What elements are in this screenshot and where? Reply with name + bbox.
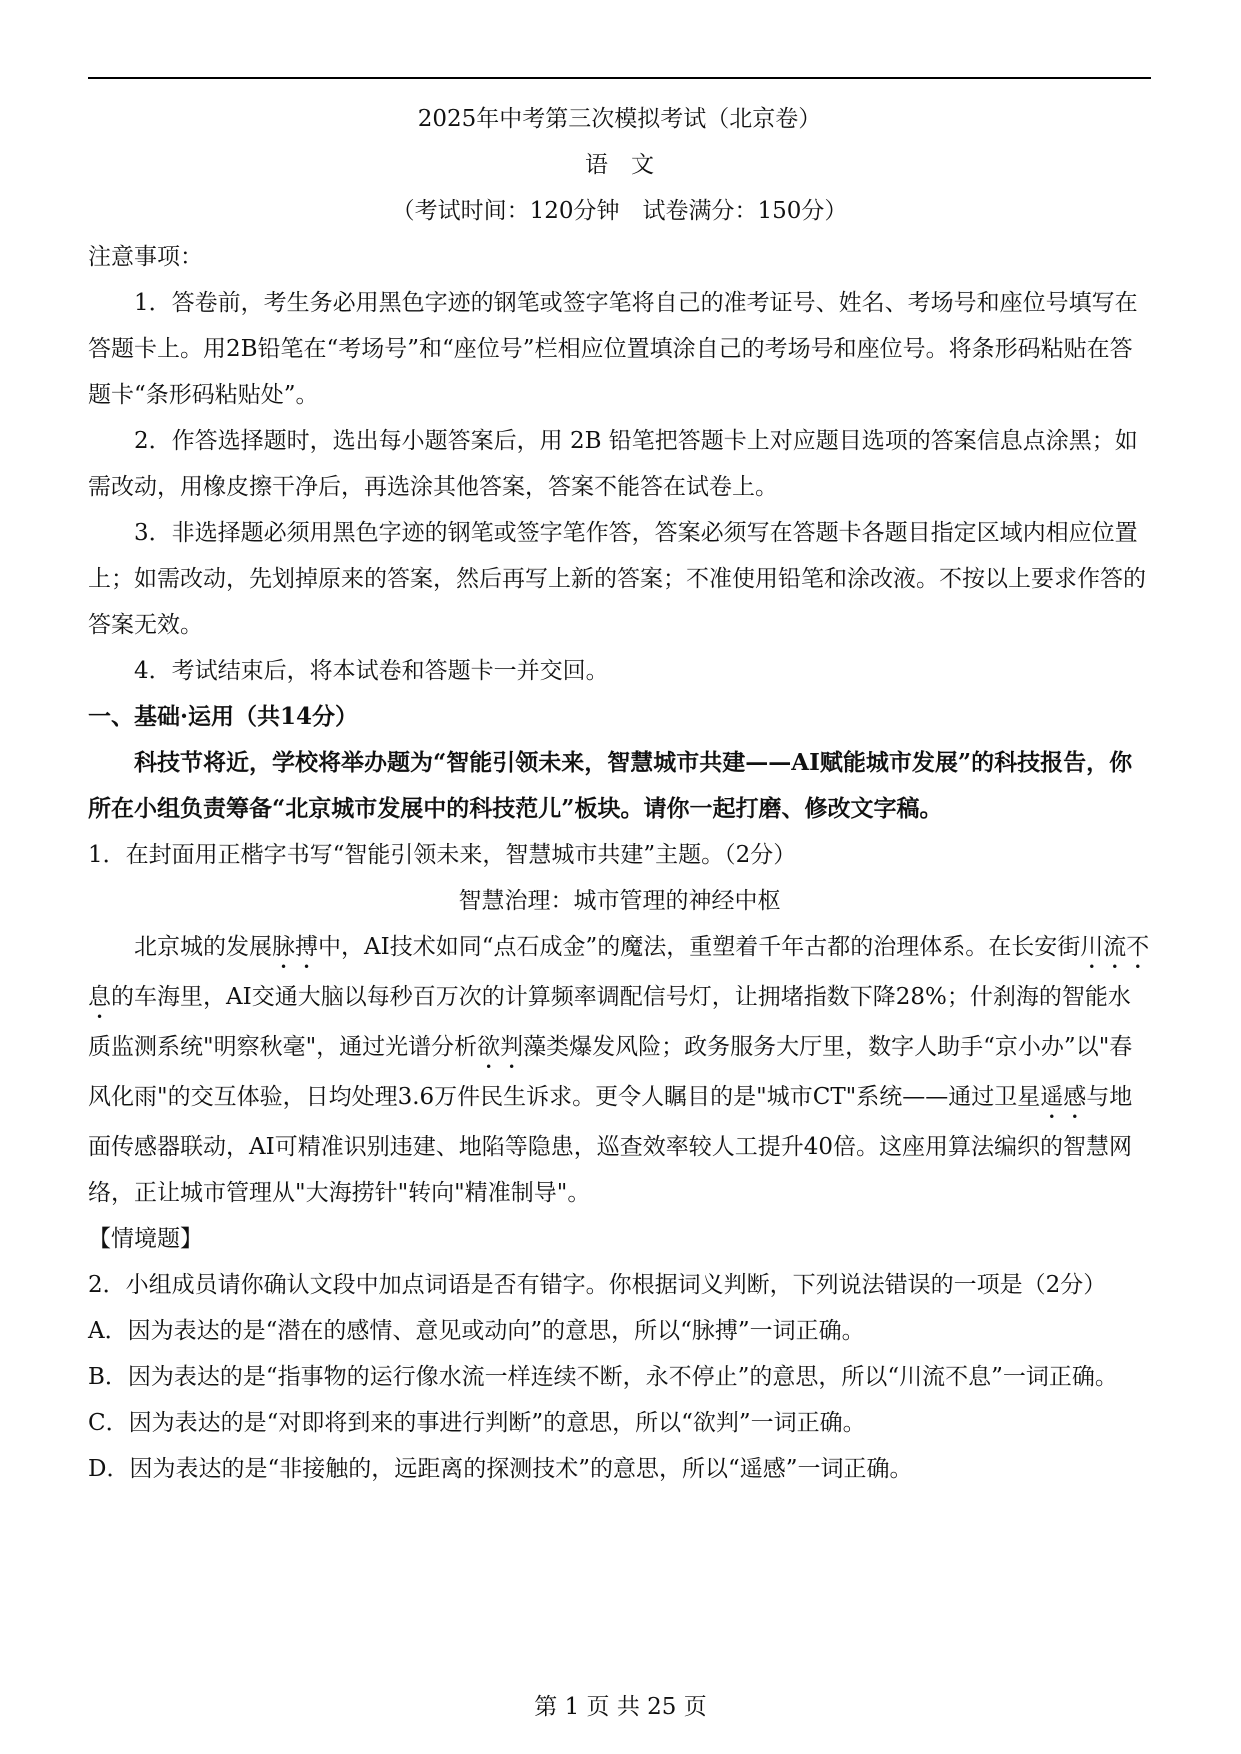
section-heading: 一、基础·运用（共14分） xyxy=(88,703,359,730)
notice-item-2: 2．作答选择题时，选出每小题答案后，用 2B 铅笔把答题卡上对应题目选项的答案信息点涂黑；如需改动，用橡皮擦干净后，再选涂其他答案，答案不能答在试卷上。 xyxy=(88,428,1138,500)
question-1: 1．在封面用正楷字书写“智能引领未来，智慧城市共建”主题。（2分） xyxy=(88,842,797,868)
subject-title: 语 文 xyxy=(585,152,654,178)
article-text-3: 的车海里，AI交通大脑以每秒百万次的计算频率调配信号灯，让拥堵指数下降28%；什刹海的智能水质监测系统"明察秋毫"，通过光谱分析 xyxy=(88,984,1131,1060)
dotted-word-chuanliubuxi: 川流不息 xyxy=(88,934,1150,1010)
context-tag: 【情境题】 xyxy=(88,1226,203,1252)
article-title: 智慧治理：城市管理的神经中枢 xyxy=(458,888,781,914)
exam-info: （考试时间：120分钟 试卷满分：150分） xyxy=(391,198,848,224)
article-text-2: 中，AI技术如同“点石成金”的魔法，重塑着千年古都的治理体系。在长安街 xyxy=(318,934,1081,960)
page-content xyxy=(88,96,1151,1492)
notice-heading: 注意事项： xyxy=(88,244,203,270)
article-text-1: 北京城的发展 xyxy=(134,934,272,960)
option-b: B．因为表达的是“指事物的运行像水流一样连续不断，永不停止”的意思，所以“川流不息”一词正确。 xyxy=(88,1364,1118,1390)
option-c: C．因为表达的是“对即将到来的事进行判断”的意思，所以“欲判”一词正确。 xyxy=(88,1410,866,1436)
notice-item-1: 1．答卷前，考生务必用黑色字迹的钢笔或签字笔将自己的准考证号、姓名、考场号和座位号填写在答题卡上。用2B铅笔在“考场号”和“座位号”栏相应位置填涂自己的考场号和座位号。将条形码粘贴在答题卡“条形码粘贴处”。 xyxy=(88,290,1138,408)
dotted-word-yupan: 欲判 xyxy=(477,1034,524,1060)
question-2: 2．小组成员请你确认文段中加点词语是否有错字。你根据词义判断，下列说法错误的一项是（2分） xyxy=(88,1272,1107,1298)
notice-item-4: 4．考试结束后，将本试卷和答题卡一并交回。 xyxy=(134,658,609,684)
dotted-word-maibo: 脉搏 xyxy=(272,934,318,960)
exam-title: 2025年中考第三次模拟考试（北京卷） xyxy=(417,106,822,132)
article-text-5: 与地面传感器联动，AI可精准识别违建、地陷等隐患，巡查效率较人工提升40倍。这座用算法编织的智慧网络，正让城市管理从"大海捞针"转向"精准制导"。 xyxy=(88,1084,1133,1206)
dotted-word-yaogan: 遥感 xyxy=(1040,1084,1087,1110)
section-intro: 科技节将近，学校将举办题为“智能引领未来，智慧城市共建——AI赋能城市发展”的科技报告，你所在小组负责筹备“北京城市发展中的科技范儿”板块。请你一起打磨、修改文字稿。 xyxy=(88,749,1133,822)
page-number: 第 1 页 共 25 页 xyxy=(534,1694,707,1720)
option-a: A．因为表达的是“潜在的感情、意见或动向”的意思，所以“脉搏”一词正确。 xyxy=(88,1318,865,1344)
option-d: D．因为表达的是“非接触的，远距离的探测技术”的意思，所以“遥感”一词正确。 xyxy=(88,1456,913,1482)
article-text-4: 藻类爆发风险；政务服务大厅里，数字人助手“京小办”以"春风化雨"的交互体验，日均处理3.6万件民生诉求。更令人瞩目的是"城市CT"系统——通过卫星 xyxy=(88,1034,1133,1110)
notice-item-3: 3．非选择题必须用黑色字迹的钢笔或签字笔作答，答案必须写在答题卡各题目指定区域内相应位置上；如需改动，先划掉原来的答案，然后再写上新的答案；不准使用铅笔和涂改液。不按以上要求作答的答案无效。 xyxy=(88,520,1146,638)
article-paragraph xyxy=(88,924,1151,1216)
header-rule xyxy=(88,77,1151,79)
